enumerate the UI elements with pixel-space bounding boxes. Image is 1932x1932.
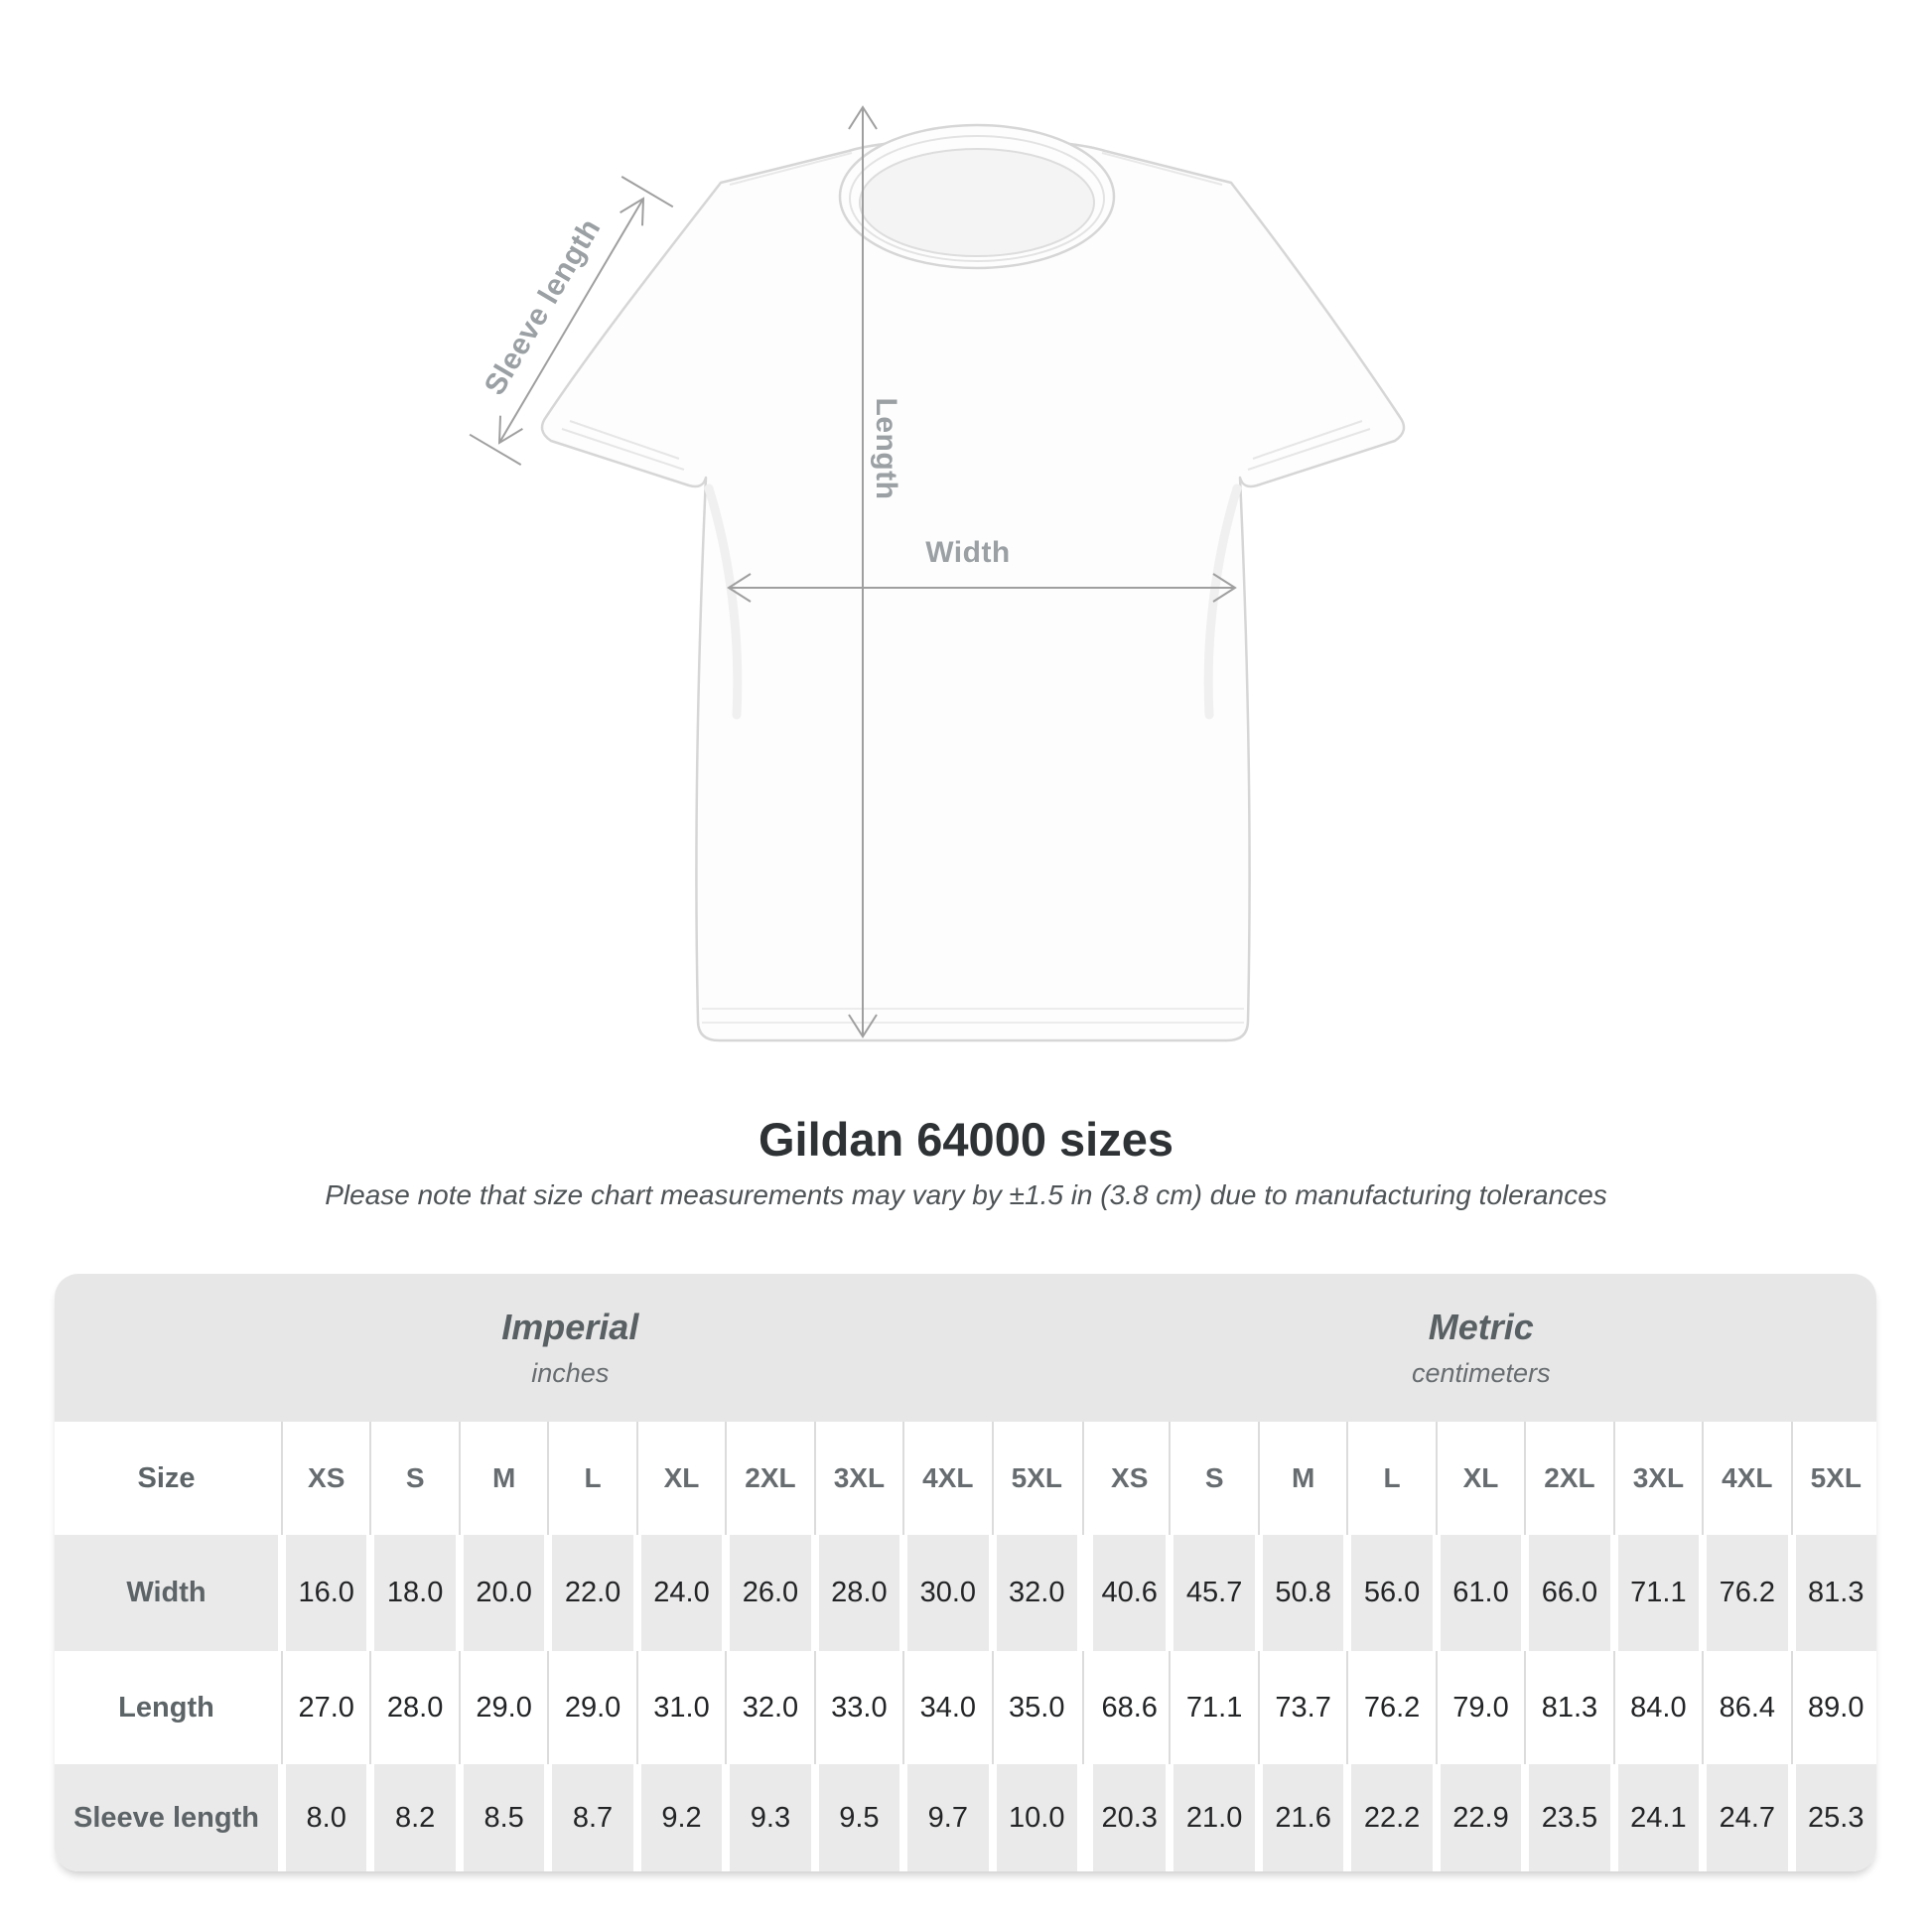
table-group-header — [55, 1274, 1876, 1422]
value-metric: 71.1 — [1618, 1535, 1699, 1651]
value-imperial: 9.3 — [730, 1764, 810, 1871]
value-metric: 20.3 — [1093, 1764, 1166, 1871]
value-imperial: 34.0 — [907, 1651, 988, 1764]
value-metric: 23.5 — [1529, 1764, 1609, 1871]
size-header-imperial: XS — [286, 1422, 366, 1535]
value-imperial: 29.0 — [552, 1651, 632, 1764]
value-imperial: 9.7 — [907, 1764, 988, 1871]
row-label: Width — [55, 1535, 278, 1651]
value-metric: 22.9 — [1441, 1764, 1521, 1871]
value-metric: 45.7 — [1173, 1535, 1254, 1651]
value-imperial: 32.0 — [997, 1535, 1077, 1651]
value-metric: 81.3 — [1796, 1535, 1876, 1651]
value-imperial: 30.0 — [907, 1535, 988, 1651]
tolerance-note: Please note that size chart measurements may vary by ±1.5 in (3.8 cm) due to manufacturing tolerances — [325, 1178, 1607, 1210]
sleeve-end-tick-top — [621, 177, 673, 207]
size-header-imperial: L — [552, 1422, 632, 1535]
imperial-group-header — [55, 1274, 1086, 1422]
value-imperial: 27.0 — [286, 1651, 366, 1764]
value-imperial: 8.7 — [552, 1764, 632, 1871]
value-imperial: 8.2 — [374, 1764, 455, 1871]
value-imperial: 10.0 — [997, 1764, 1077, 1871]
value-metric: 40.6 — [1093, 1535, 1166, 1651]
metric-group-title: Metric — [1428, 1307, 1534, 1347]
measurement-row — [55, 1651, 1876, 1764]
value-metric: 86.4 — [1707, 1651, 1787, 1764]
value-imperial: 32.0 — [730, 1651, 810, 1764]
imperial-group-title: Imperial — [501, 1307, 639, 1347]
size-header-imperial: M — [464, 1422, 544, 1535]
value-metric: 21.6 — [1263, 1764, 1343, 1871]
metric-group-unit: centimeters — [1412, 1358, 1551, 1388]
value-metric: 89.0 — [1796, 1651, 1876, 1764]
value-metric: 50.8 — [1263, 1535, 1343, 1651]
size-header-imperial: 3XL — [819, 1422, 899, 1535]
value-imperial: 8.5 — [464, 1764, 544, 1871]
value-metric: 76.2 — [1707, 1535, 1787, 1651]
value-metric: 79.0 — [1441, 1651, 1521, 1764]
value-metric: 76.2 — [1351, 1651, 1432, 1764]
size-header-metric: 4XL — [1707, 1422, 1787, 1535]
size-header-imperial: XL — [641, 1422, 722, 1535]
size-column-label: Size — [55, 1422, 278, 1535]
size-header-imperial: 2XL — [730, 1422, 810, 1535]
size-header-imperial: 4XL — [907, 1422, 988, 1535]
value-metric: 71.1 — [1173, 1651, 1254, 1764]
value-metric: 56.0 — [1351, 1535, 1432, 1651]
value-imperial: 16.0 — [286, 1535, 366, 1651]
value-imperial: 35.0 — [997, 1651, 1077, 1764]
value-imperial: 9.2 — [641, 1764, 722, 1871]
value-metric: 24.1 — [1618, 1764, 1699, 1871]
size-table — [55, 1274, 1876, 1871]
tshirt-body — [542, 139, 1404, 1040]
size-header-imperial: S — [374, 1422, 455, 1535]
value-metric: 22.2 — [1351, 1764, 1432, 1871]
value-metric: 21.0 — [1173, 1764, 1254, 1871]
value-imperial: 28.0 — [374, 1651, 455, 1764]
size-header-metric: 2XL — [1529, 1422, 1609, 1535]
value-imperial: 18.0 — [374, 1535, 455, 1651]
row-label: Sleeve length — [55, 1764, 278, 1871]
measurement-row — [55, 1535, 1876, 1651]
value-imperial: 8.0 — [286, 1764, 366, 1871]
row-label: Length — [55, 1651, 278, 1764]
value-metric: 25.3 — [1796, 1764, 1876, 1871]
imperial-group-unit: inches — [531, 1358, 610, 1388]
length-label: Length — [870, 397, 903, 500]
table-body — [55, 1422, 1876, 1871]
value-metric: 68.6 — [1093, 1651, 1166, 1764]
size-header-row — [55, 1422, 1876, 1535]
value-imperial: 33.0 — [819, 1651, 899, 1764]
value-imperial: 28.0 — [819, 1535, 899, 1651]
value-imperial: 20.0 — [464, 1535, 544, 1651]
value-metric: 61.0 — [1441, 1535, 1521, 1651]
value-imperial: 9.5 — [819, 1764, 899, 1871]
value-imperial: 26.0 — [730, 1535, 810, 1651]
size-header-metric: 5XL — [1796, 1422, 1876, 1535]
value-metric: 84.0 — [1618, 1651, 1699, 1764]
width-label: Width — [925, 536, 1011, 569]
sleeve-end-tick-bottom — [470, 435, 521, 465]
size-header-metric: L — [1351, 1422, 1432, 1535]
title-block — [0, 1114, 1932, 1211]
value-imperial: 29.0 — [464, 1651, 544, 1764]
size-header-metric: XL — [1441, 1422, 1521, 1535]
value-imperial: 31.0 — [641, 1651, 722, 1764]
value-metric: 24.7 — [1707, 1764, 1787, 1871]
page-title: Gildan 64000 sizes — [758, 1113, 1174, 1166]
value-imperial: 24.0 — [641, 1535, 722, 1651]
value-imperial: 22.0 — [552, 1535, 632, 1651]
size-header-metric: S — [1173, 1422, 1254, 1535]
collar-opening — [860, 149, 1094, 256]
value-metric: 73.7 — [1263, 1651, 1343, 1764]
size-header-metric: M — [1263, 1422, 1343, 1535]
value-metric: 81.3 — [1529, 1651, 1609, 1764]
size-header-metric: XS — [1093, 1422, 1166, 1535]
size-header-metric: 3XL — [1618, 1422, 1699, 1535]
value-metric: 66.0 — [1529, 1535, 1609, 1651]
size-header-imperial: 5XL — [997, 1422, 1077, 1535]
measurement-row — [55, 1764, 1876, 1871]
sleeve-length-label: Sleeve length — [478, 212, 608, 401]
metric-group-header — [1086, 1274, 1876, 1422]
